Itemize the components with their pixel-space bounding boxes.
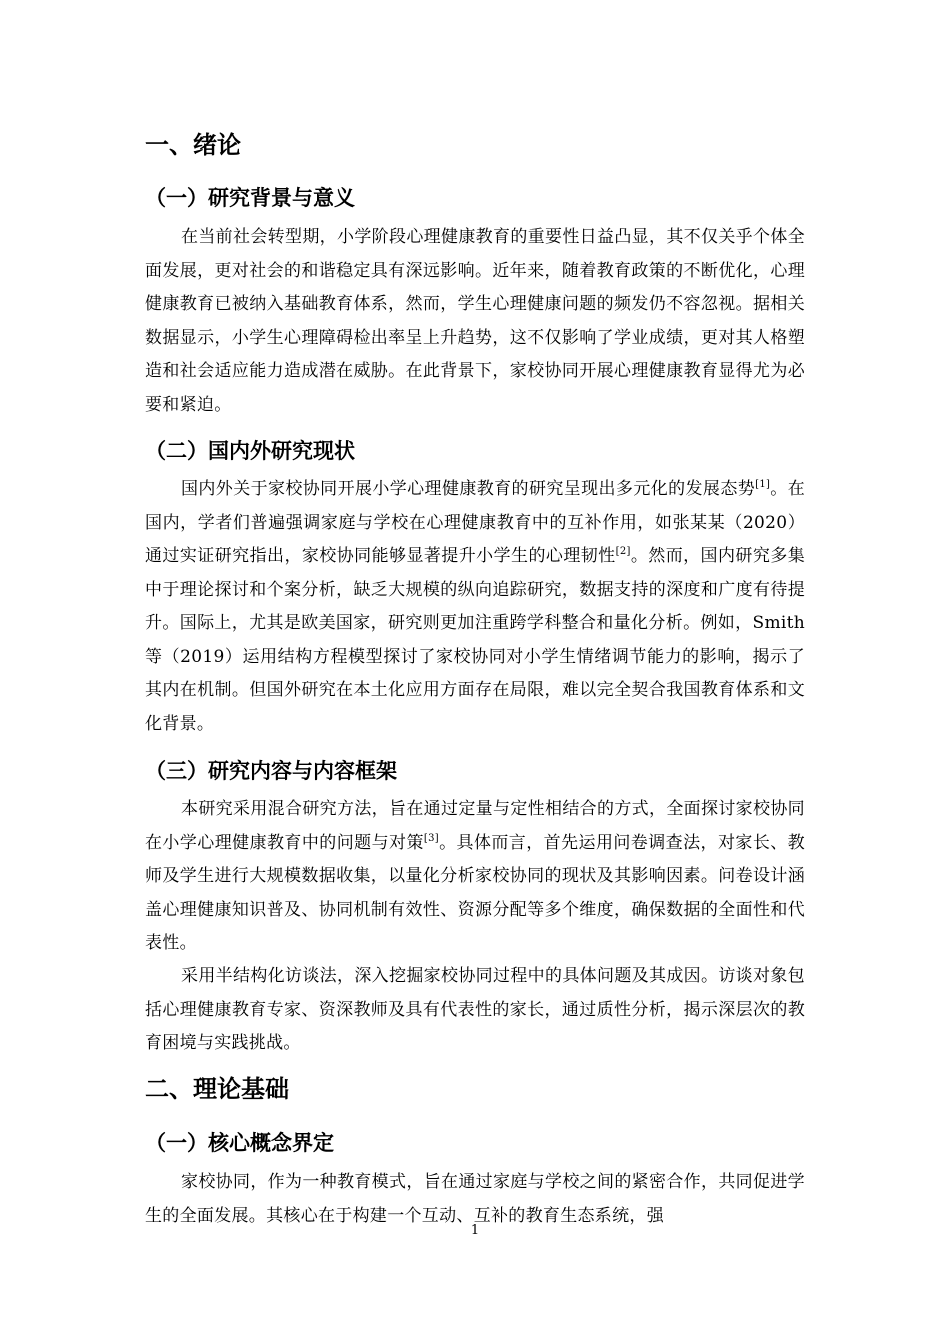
heading-section-2-1: （一）核心概念界定 bbox=[145, 1131, 334, 1155]
heading-section-1-2: （二）国内外研究现状 bbox=[145, 439, 355, 463]
heading-chapter-2: 二、理论基础 bbox=[145, 1075, 289, 1103]
paragraph-research-status bbox=[145, 473, 805, 741]
paragraph-text: 。在国内，学者们普遍强调家庭与学校在心理健康教育中的互补作用，如张某某（2020）通过实证研究指出，家校协同能够显著提升小学生的心理韧性 bbox=[145, 479, 805, 566]
paragraph-text: 国内外关于家校协同开展小学心理健康教育的研究呈现出多元化的发展态势 bbox=[181, 479, 756, 499]
heading-section-1-3: （三）研究内容与内容框架 bbox=[145, 759, 397, 783]
paragraph-text: 。具体而言，首先运用问卷调查法，对家长、教师及学生进行大规模数据收集，以量化分析家校协同的现状及其影响因素。问卷设计涵盖心理健康知识普及、协同机制有效性、资源分配等多个维度，确保数据的全面性和代表性。 bbox=[145, 832, 805, 953]
paragraph-research-content bbox=[145, 793, 805, 961]
paragraph-core-concept: 家校协同，作为一种教育模式，旨在通过家庭与学校之间的紧密合作，共同促进学生的全面发展。其核心在于构建一个互动、互补的教育生态系统，强 bbox=[145, 1172, 805, 1226]
paragraph-text: 。然而，国内研究多集中于理论探讨和个案分析，缺乏大规模的纵向追踪研究，数据支持的深度和广度有待提升。国际上，尤其是欧美国家，研究则更加注重跨学科整合和量化分析。例如，Smith 等（2019）运用结构方程模型探讨了家校协同对小学生情绪调节能力的影响，揭示了其内在机制。但国外研究在本土化应用方面存在局限，难以完全契合我国教育体系和文化背景。 bbox=[145, 546, 806, 734]
heading-section-1-1: （一）研究背景与意义 bbox=[145, 186, 355, 210]
citation-3: [3] bbox=[423, 832, 439, 844]
citation-2: [2] bbox=[615, 546, 631, 557]
paragraph-text: 本研究采用混合研究方法，旨在通过定量与定性相结合的方式，全面探讨家校协同在小学心理健康教育中的问题与对策 bbox=[145, 799, 805, 853]
heading-chapter-1: 一、绪论 bbox=[145, 131, 241, 159]
citation-1: [1] bbox=[755, 479, 771, 490]
paragraph-background: 在当前社会转型期，小学阶段心理健康教育的重要性日益凸显，其不仅关乎个体全面发展，更对社会的和谐稳定具有深远影响。近年来，随着教育政策的不断优化，心理健康教育已被纳入基础教育体系，然而，学生心理健康问题的频发仍不容忽视。据相关数据显示，小学生心理障碍检出率呈上升趋势，这不仅影响了学业成绩，更对其人格塑造和社会适应能力造成潜在威胁。在此背景下，家校协同开展心理健康教育显得尤为必要和紧迫。 bbox=[145, 227, 805, 415]
paragraph-interview-method: 采用半结构化访谈法，深入挖掘家校协同过程中的具体问题及其成因。访谈对象包括心理健康教育专家、资深教师及具有代表性的家长，通过质性分析，揭示深层次的教育困境与实践挑战。 bbox=[145, 966, 805, 1053]
page-number: 1 bbox=[470, 1223, 480, 1238]
